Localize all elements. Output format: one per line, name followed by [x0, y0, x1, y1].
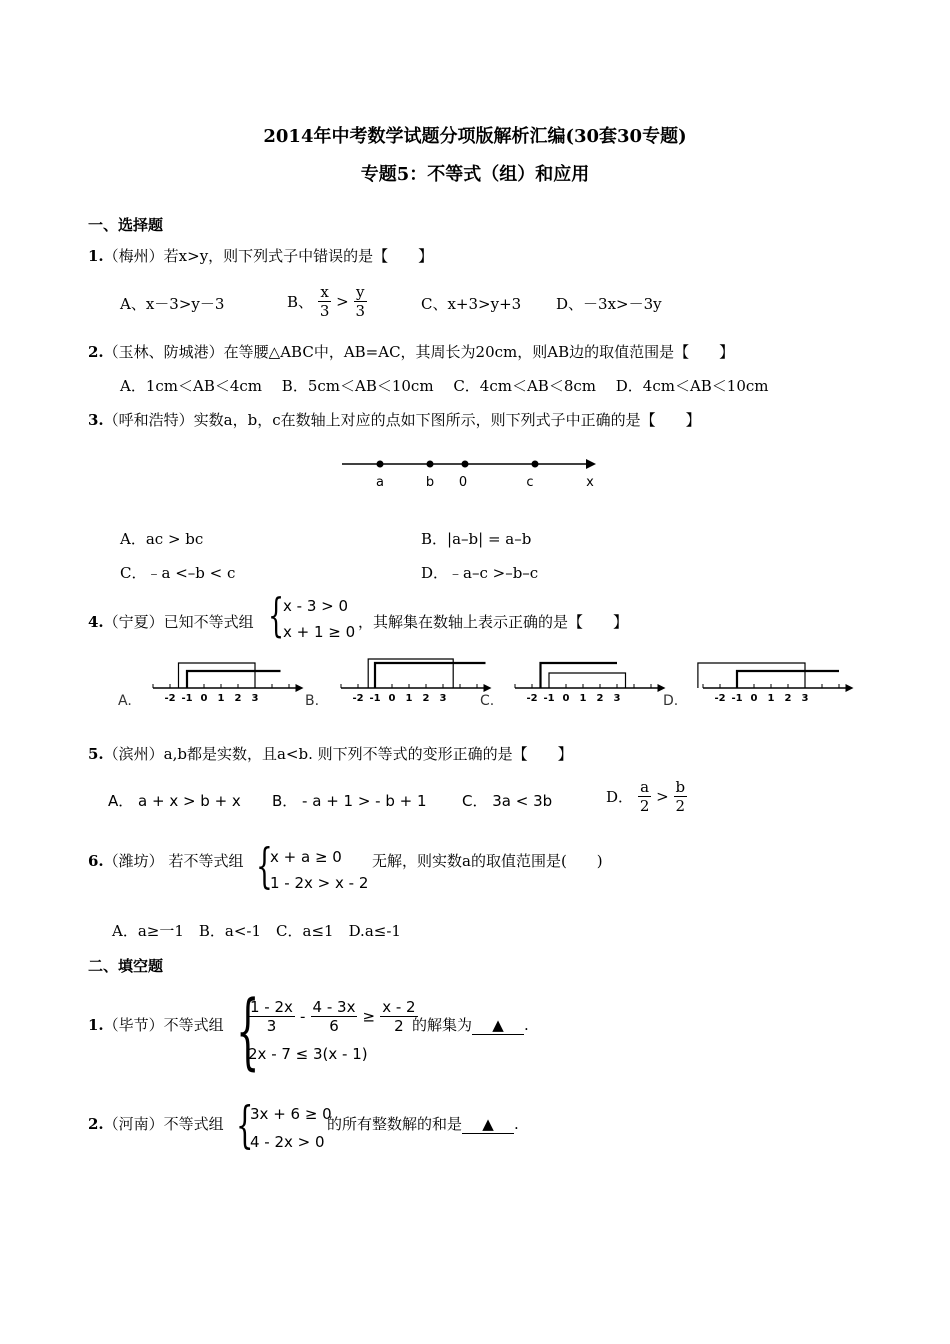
page-subtitle: 专题5：不等式（组）和应用: [360, 164, 590, 185]
q4-tick-label: 2: [596, 693, 604, 704]
q4-tick-label: -1: [731, 693, 743, 704]
q5-option-b: B． - a + 1 > - b + 1: [272, 792, 427, 810]
q5-option-d: D． $\frac{a}{2}$ > $\frac{b}{2}$: [606, 778, 686, 815]
f2-ineq-1: 3x + 6 ≥ 0: [250, 1105, 332, 1123]
q4-tick-label: -2: [526, 693, 538, 704]
section-fill: 二、填空题: [88, 957, 164, 975]
f1-ineq-1: $\frac{1 - 2x}{3}$ - $\frac{4 - 3x}{6}$ ≥ $\frac{x - 2}{2}$: [250, 998, 416, 1035]
f2-stem-pre: 2.（河南）不等式组: [88, 1115, 224, 1133]
q2-options: A．1cm＜AB＜4cm B．5cm＜AB＜10cm C．4cm＜AB＜8cm D．4cm＜AB＜10cm: [120, 377, 769, 395]
q1-option-c: C、x+3>y+3: [421, 295, 522, 313]
q4-tick-label: -2: [164, 693, 176, 704]
q4-tick-label: -1: [181, 693, 193, 704]
f1-stem-pre: 1.（毕节）不等式组: [88, 1016, 224, 1034]
q4-solution-bar: [187, 671, 281, 688]
q3-label-2: 0: [458, 475, 468, 490]
q3-option-a: A．ac > bc: [120, 530, 204, 548]
q1-text: （梅州）若x>y，则下列式子中错误的是【 】: [103, 247, 434, 265]
q3-option-b: B．|a–b| = a–b: [421, 530, 532, 548]
f1-answer-blank[interactable]: ▲: [472, 1016, 524, 1035]
q4-ineq-2: x + 1 ≥ 0: [283, 623, 356, 641]
q4-solution-bar: [179, 663, 256, 688]
q1-option-d: D、－3x>－3y: [556, 295, 662, 313]
q4-tick-label: 0: [750, 693, 758, 704]
q4-tick-label: -2: [352, 693, 364, 704]
q6-stem-pre: 6.（潍坊） 若不等式组: [88, 852, 244, 870]
f1-stem-post: 的解集为 ▲ .: [412, 1016, 529, 1034]
q4-option-b-arrow: [484, 684, 492, 692]
q3-label-0: a: [376, 475, 384, 490]
q4-tick-label: 2: [784, 693, 792, 704]
q4-solution-bar: [549, 673, 626, 688]
f2-brace: {: [236, 1096, 254, 1154]
q4-tick-label: 2: [422, 693, 430, 704]
page-title: 2014年中考数学试题分项版解析汇编(30套30专题): [263, 126, 687, 147]
q4-option-a-arrow: [296, 684, 304, 692]
q6-stem-post: 无解，则实数a的取值范围是( ): [372, 852, 603, 870]
q4-tick-label: 0: [562, 693, 570, 704]
q6-ineq-2: 1 - 2x > x - 2: [270, 874, 369, 892]
q4-stem-pre: 4.（宁夏）已知不等式组: [88, 613, 254, 631]
q4-option-c-letter: C.: [480, 693, 495, 709]
q4-tick-label: 3: [801, 693, 809, 704]
q4-tick-label: 1: [405, 693, 413, 704]
q4-tick-label: 3: [439, 693, 447, 704]
q4-tick-label: -1: [543, 693, 555, 704]
q4-stem-post: ，其解集在数轴上表示正确的是【 】: [358, 613, 629, 631]
q4-tick-label: 1: [767, 693, 775, 704]
q5-option-c: C． 3a < 3b: [462, 792, 553, 810]
q6-ineq-1: x + a ≥ 0: [270, 848, 342, 866]
f1-brace: {: [236, 984, 260, 1079]
q4-tick-label: -1: [369, 693, 381, 704]
q4-option-a-letter: A.: [118, 693, 132, 709]
q4-tick-label: 3: [251, 693, 259, 704]
q4-tick-label: 0: [388, 693, 396, 704]
q4-brace: {: [268, 588, 285, 642]
q3-option-c: C．﹣a <–b < c: [120, 564, 236, 582]
f1-ineq-2: 2x - 7 ≤ 3(x - 1): [248, 1045, 368, 1063]
q4-solution-bar: [698, 663, 805, 688]
q1-option-b: B、 $\frac{x}{3}$ > $\frac{y}{3}$: [287, 283, 366, 320]
q4-tick-label: -2: [714, 693, 726, 704]
q4-options-diagram: [110, 655, 855, 715]
q2-stem: 2.（玉林、防城港）在等腰△ABC中，AB=AC，其周长为20cm，则AB边的取值范围是【 】: [88, 343, 735, 361]
q3-label-3: c: [526, 475, 534, 490]
q4-solution-bar: [541, 663, 618, 688]
q4-option-d-arrow: [846, 684, 854, 692]
q1-number: 1.: [88, 247, 104, 265]
q4-tick-label: 3: [613, 693, 621, 704]
q4-option-b-letter: B.: [305, 693, 320, 709]
q4-option-d-letter: D.: [663, 693, 679, 709]
q4-tick-label: 2: [234, 693, 242, 704]
f2-stem-post: 的所有整数解的和是 ▲ .: [327, 1115, 519, 1133]
q5-stem: 5.（滨州）a,b都是实数，且a<b. 则下列不等式的变形正确的是【 】: [88, 745, 573, 763]
q3-label-1: b: [425, 475, 435, 490]
section-choice: 一、选择题: [88, 216, 164, 234]
q3-label-4: x: [586, 475, 594, 490]
q4-option-c-arrow: [658, 684, 666, 692]
q6-options: A．a≥一1 B．a<-1 C．a≤1 D.a≤-1: [112, 922, 401, 940]
q3-option-d: D．﹣a–c >–b–c: [421, 564, 539, 582]
q4-tick-label: 0: [200, 693, 208, 704]
q3-number-line: [330, 450, 620, 495]
q4-tick-label: 1: [217, 693, 225, 704]
f2-answer-blank[interactable]: ▲: [462, 1115, 514, 1134]
q1-option-a: A、x－3>y－3: [120, 295, 225, 313]
q4-ineq-1: x - 3 > 0: [283, 597, 349, 615]
f2-ineq-2: 4 - 2x > 0: [250, 1133, 325, 1151]
q1-stem: [88, 245, 433, 266]
q4-tick-label: 1: [579, 693, 587, 704]
q6-brace: {: [256, 838, 273, 894]
q5-option-a: A． a + x > b + x: [108, 792, 241, 810]
q3-stem: 3.（呼和浩特）实数a，b，c在数轴上对应的点如下图所示，则下列式子中正确的是【 】: [88, 411, 701, 429]
